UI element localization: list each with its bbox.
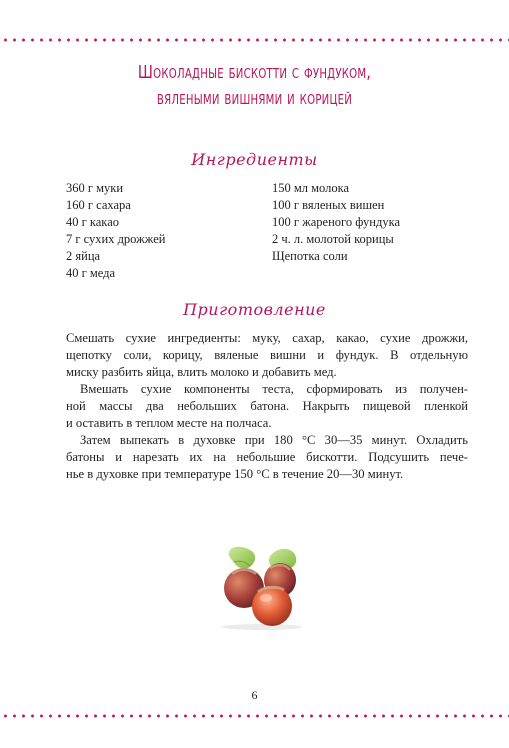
- preparation-heading: Приготовление: [183, 300, 326, 319]
- text-line: ной массы два небольших батона. Накрыть пищевой пленкой: [66, 399, 468, 413]
- ingredient-item: 360 г муки: [66, 181, 124, 195]
- ingredient-item: 100 г вяленых вишен: [272, 198, 385, 212]
- preparation-paragraph: [66, 381, 468, 432]
- preparation-text: [66, 330, 468, 483]
- ingredient-item: 160 г сахара: [66, 198, 131, 212]
- text-line: и оставить в теплом месте на полчаса.: [66, 416, 272, 430]
- bottom-dotted-border: [0, 713, 509, 719]
- ingredient-item: 100 г жареного фундука: [272, 215, 401, 229]
- text-line: батоны и нарезать их на небольшие бискотти. Подсушить пече-: [66, 450, 468, 464]
- text-line: нье в духовке при температуре 150 °С в течение 20—30 минут.: [66, 467, 404, 481]
- preparation-paragraph: [66, 330, 468, 381]
- recipe-title-line-1: Шоколадные бискотти с фундуком,: [137, 62, 372, 83]
- ingredient-item: Щепотка соли: [272, 249, 348, 263]
- recipe-title-line-2: вялеными вишнями и корицей: [156, 88, 353, 109]
- text-line: миску разбить яйца, влить молоко и добавить мед.: [66, 365, 337, 379]
- page-number: 6: [251, 688, 258, 702]
- ingredient-item: 150 мл молока: [272, 181, 350, 195]
- ingredients-left-column: [66, 180, 165, 282]
- ingredient-item: 7 г сухих дрожжей: [66, 232, 166, 246]
- ingredient-item: 40 г какао: [66, 215, 119, 229]
- ingredient-item: 2 ч. л. молотой корицы: [272, 232, 394, 246]
- text-line: Вмешать сухие компоненты теста, сформировать из получен-: [80, 382, 468, 396]
- recipe-title: [56, 60, 453, 112]
- top-dotted-border: [0, 37, 509, 43]
- ingredient-item: 2 яйца: [66, 249, 101, 263]
- ingredients-right-column: [272, 180, 400, 265]
- text-line: щепотку соли, корицу, вяленые вишни и фундук. В отдельную: [66, 348, 468, 362]
- text-line: Затем выпекать в духовке при 180 °С 30—35 минут. Охладить: [80, 433, 468, 447]
- ingredients-heading: Ингредиенты: [191, 150, 318, 169]
- preparation-paragraph: [66, 432, 468, 483]
- text-line: Смешать сухие ингредиенты: муку, сахар, какао, сухие дрожжи,: [66, 331, 468, 345]
- ingredient-item: 40 г меда: [66, 266, 116, 280]
- hazelnuts-illustration: [210, 540, 314, 630]
